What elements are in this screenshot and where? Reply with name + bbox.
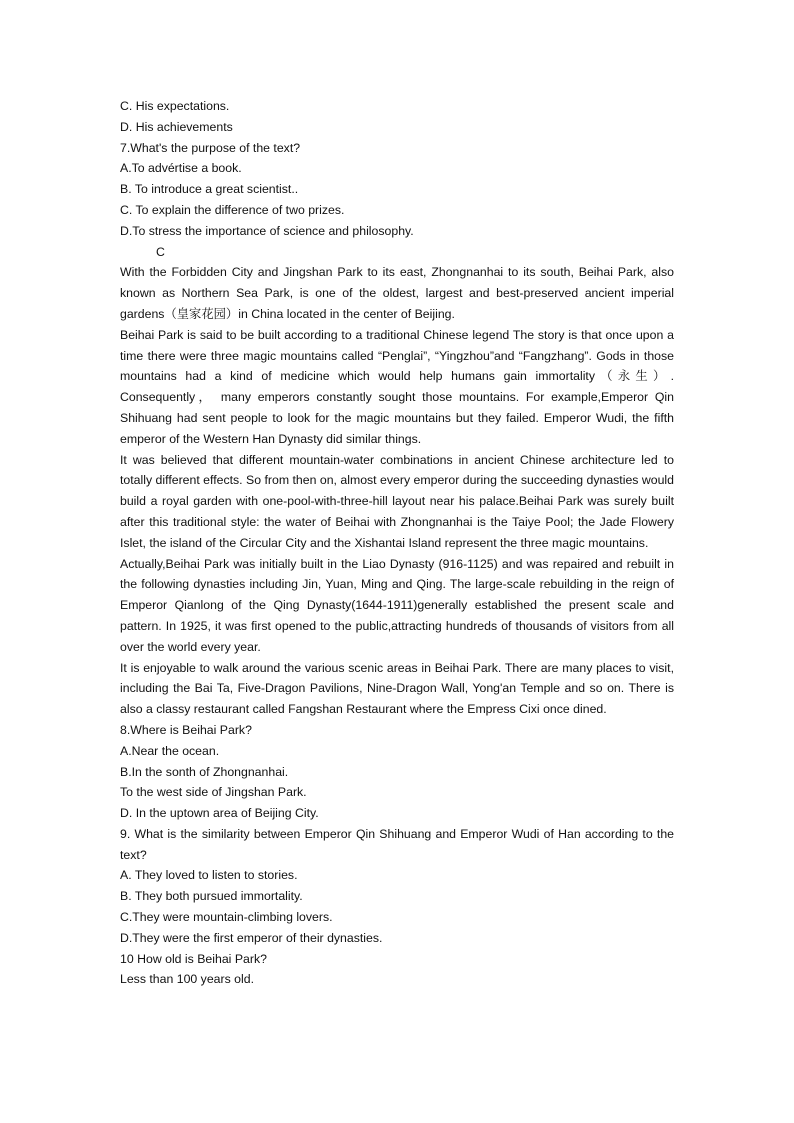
q9-option-a: A. They loved to listen to stories. <box>120 868 298 883</box>
passage-paragraph-5: It is enjoyable to walk around the various scenic areas in Beihai Park. There are many places to visit, including the Bai Ta, Five-Dragon Pavilions, Nine-Dragon Wall, Yong'an Temple and so on. There is also a classy restaurant called Fangshan Restaurant where the Empress Cixi once dined. <box>120 660 674 717</box>
q8-option-c: To the west side of Jingshan Park. <box>120 785 307 800</box>
q7-option-a: A.To advértise a book. <box>120 161 242 176</box>
q9-question: 9. What is the similarity between Emperor Qin Shihuang and Emperor Wudi of Han according to the text? <box>120 826 674 862</box>
passage-paragraph-1: With the Forbidden City and Jingshan Park to its east, Zhongnanhai to its south, Beihai Park, also known as Northern Sea Park, is one of the oldest, largest and best-preserved ancient imperial gardens（皇家花园）in China located in the center of Beijing. <box>120 265 674 321</box>
q8-question: 8.Where is Beihai Park? <box>120 722 252 737</box>
q7-option-b: B. To introduce a great scientist.. <box>120 182 299 197</box>
q10-question: 10 How old is Beihai Park? <box>120 951 267 966</box>
q7-option-d: D.To stress the importance of science and philosophy. <box>120 223 414 238</box>
q9-option-b: B. They both pursued immortality. <box>120 889 303 904</box>
passage-paragraph-2: Beihai Park is said to be built according to a traditional Chinese legend The story is that once upon a time there were three magic mountains called “Penglai”, “Yingzhou”and “Fangzhang”. Gods in those mountains had a kind of medicine which would help humans gain immortality（永生）. Consequently， many emperors constantly sought those mountains. For example,Emperor Qin Shihuang had sent people to look for the magic mountains but they failed. Emperor Wudi, the fifth emperor of the Western Han Dynasty did similar things. <box>120 327 674 446</box>
q8-option-a: A.Near the ocean. <box>120 743 220 758</box>
q10-option-a: Less than 100 years old. <box>120 972 254 987</box>
passage-paragraph-4: Actually,Beihai Park was initially built in the Liao Dynasty (916-1125) and was repaired and rebuilt in the following dynasties including Jin, Yuan, Ming and Qing. The large-scale rebuilding in the reign of Emperor Qianlong of the Qing Dynasty(1644-1911)generally established the present scale and pattern. In 1925, it was first opened to the public,attracting hundreds of thousands of visitors from all over the world every year. <box>120 556 674 654</box>
q6-option-c: C. His expectations. <box>120 99 230 113</box>
q6-option-d: D. His achievements <box>120 119 233 134</box>
q8-option-d: D. In the uptown area of Beijing City. <box>120 806 319 821</box>
q7-question: 7.What's the purpose of the text? <box>120 140 301 155</box>
document-page <box>120 96 674 990</box>
passage-paragraph-3: It was believed that different mountain-water combinations in ancient Chinese architecture led to totally different effects. So from then on, almost every emperor during the succeeding dynasties would build a royal garden with one-pool-with-three-hill layout near his palace.Beihai Park was surely built after this traditional style: the water of Beihai with Zhongnanhai is the Taiye Pool; the Jade Flowery Islet, the island of the Circular City and the Xishantai Island represent the three magic mountains. <box>120 452 674 550</box>
q7-option-c: C. To explain the difference of two prizes. <box>120 202 345 217</box>
section-label: C <box>156 244 165 259</box>
q9-option-c: C.They were mountain-climbing lovers. <box>120 910 333 925</box>
q9-option-d: D.They were the first emperor of their dynasties. <box>120 930 383 945</box>
q8-option-b: B.In the sonth of Zhongnanhai. <box>120 764 289 779</box>
